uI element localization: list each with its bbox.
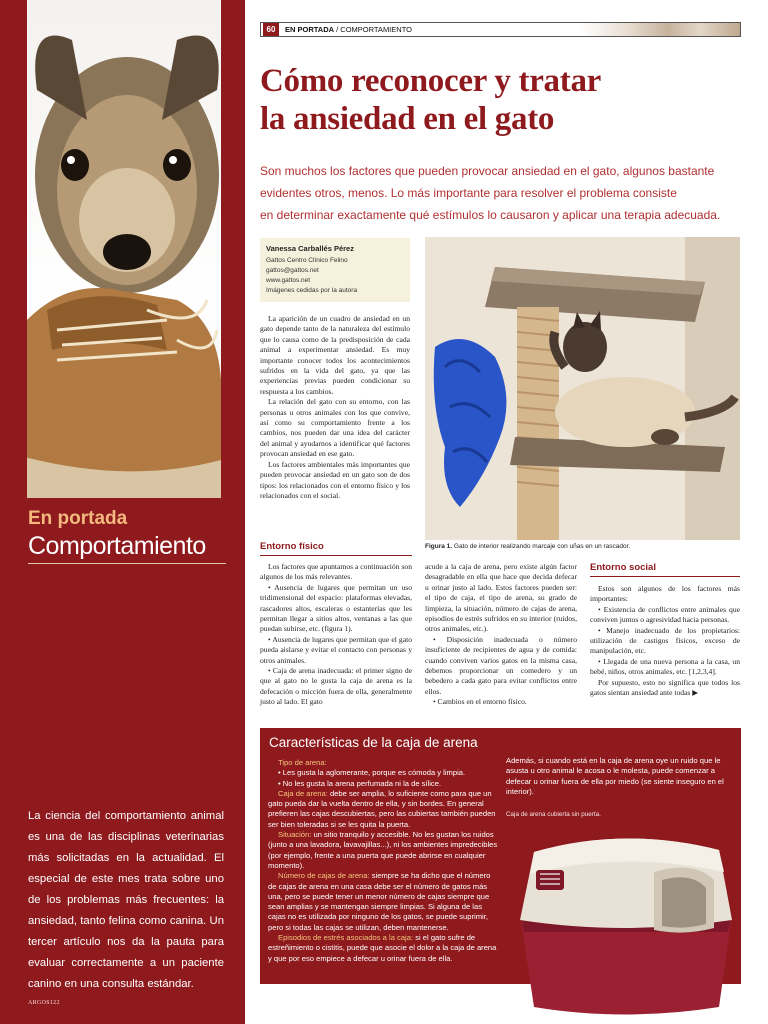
subhead-rule (590, 576, 740, 577)
body-paragraph: acude a la caja de arena, pero existe algún factor desagradable en ella que hace que decida defecar u orinar justo al lado. Estos factores pueden ser: el tipo de caja, el tipo de arena, su grado de limpieza, la situación, número de cajas de arena, episodios de estrés sufridos en su interior (ruidos, otros animales, etc.). (425, 562, 577, 634)
author-org: Gattos Centro Clínico Felino (266, 257, 348, 264)
tipo-item: • Les gusta la aglomerante, porque es cómoda y limpia. (278, 768, 466, 778)
header-decoration (580, 23, 740, 36)
numero-label: Número de cajas de arena: (278, 871, 370, 881)
author-box (260, 238, 410, 302)
section-divider (28, 563, 226, 564)
header-section: COMPORTAMIENTO (340, 25, 412, 34)
situacion-label: Situación: (278, 830, 312, 840)
header-separator: / (334, 25, 341, 34)
numero-text: siempre se ha dicho que el número de cajas de arena en una casa debe ser el número de gatos más una, pero se puede tener un menor número de cajas siempre que sean amplias y se mantengan siempre limpias. Si alguna de las cajas no es utilizada por ninguno de los gatos, se puede suprimir, pero si todas las cajas se utilizan, deben mantenerse. (268, 871, 491, 932)
entorno-fisico-column-1 (260, 562, 412, 708)
continuation-text: Por supuesto, esto no significa que todos los gatos sientan ansiedad ante todas (590, 677, 740, 698)
header-breadcrumb (285, 25, 412, 34)
tipo-item: • No les gusta la arena perfumada ni la de sílice. (278, 778, 442, 788)
body-paragraph: • Llegada de una nueva persona a la casa, un bebé, niños, otros animales, etc. [1,2,3,4]. (590, 656, 740, 677)
body-paragraph: • Existencia de conflictos entre animales que conviven juntos o agresividad hacia personas. (590, 604, 740, 625)
body-paragraph: • Cambios en el entorno físico. (433, 697, 527, 707)
continue-arrow-icon: ▶ (692, 688, 699, 698)
body-paragraph: • Ausencia de lugares que permitan un uso tridimensional del espacio: plataformas elevadas, rascadores altos, escaleras o estanterías que les permitan llegar a sitios altos, ventanas a las que puedan subirse, etc. (figura 1). (260, 582, 412, 634)
author-web: www.gattos.net (266, 277, 311, 284)
panel-right-text: Además, si cuando está en la caja de arena oye un ruido que le asusta u otro animal le acosa o le molesta, puede comenzar a defecar u orinar fuera de ella por miedo (se siente inseguro en el interior). (506, 756, 724, 796)
title-line-1: Cómo reconocer y tratar (260, 63, 601, 99)
body-paragraph: • Ausencia de lugares que permitan que el gato pueda aislarse y evitar el contacto con personas y otros animales. (260, 634, 412, 665)
cat-photo (425, 237, 740, 540)
body-paragraph: • Disposición inadecuada o número insuficiente de recipientes de agua y de comida: cuando conviven varios gatos en la misma casa, debemos proporcionar un comedero y un bebedero a cada gato para evitar conflictos entre ellos. (425, 634, 577, 696)
intro-paragraph: La relación del gato con su entorno, con las personas u otros animales con los que convive, así como su comportamiento frente a los cambios, nos pueden dar una idea del carácter del animal y ayudarnos a identificar qué factores provocan ansiedad en ese gato. (260, 397, 410, 459)
episodios-label: Episodios de estrés asociados a la caja: (278, 933, 414, 943)
running-header (260, 22, 741, 37)
caja-text: debe ser amplia, lo suficiente como para que un gato pueda dar la vuelta dentro de ella, y sin bordes. En general prefieren las cajas descubiertas, pero las cubiertas también pueden ser bien toleradas si se les quita la puerta. (268, 788, 496, 829)
lead-line-1: Son muchos los factores que pueden provocar ansiedad en el gato, algunos bastante (260, 164, 715, 178)
intro-column (260, 314, 410, 501)
body-paragraph: • Caja de arena inadecuada: el primer signo de que al gato no le gusta la caja de arena es la defecación o micción fuera de ella, generalmente justo al lado. El gato (260, 666, 412, 707)
section-name: Comportamiento (28, 532, 206, 560)
header-section-bold: EN PORTADA (285, 25, 335, 34)
body-paragraph (590, 678, 740, 699)
body-paragraph: • Manejo inadecuado de los propietarios: utilización de castigos físicos, exceso de manipulación, etc. (590, 625, 740, 656)
entorno-fisico-column-2 (425, 562, 577, 708)
subhead-entorno-fisico: Entorno físico (260, 541, 324, 552)
section-label: En portada (28, 508, 128, 529)
dog-photo (27, 0, 221, 498)
author-credit: Imágenes cedidas por la autora (266, 287, 358, 294)
tipo-label: Tipo de arena: (278, 758, 327, 767)
entorno-social-column (590, 584, 740, 698)
intro-paragraph: La aparición de un cuadro de ansiedad en un gato depende tanto de la naturaleza del estímulo que lo causa como de la predisposición de cada animal a experimentar ansiedad. Es muy importante conocer todos los acontecimientos sufridos en la vida del gato, ya que las experiencias previas pueden condicionar su respuesta a los cambios. (260, 314, 410, 396)
panel-title: Características de la caja de arena (269, 735, 478, 750)
body-paragraph: Los factores que apuntamos a continuación son algunos de los más relevantes. (260, 562, 412, 582)
figure-caption-text: Gato de interior realizando marcaje con uñas en un rascador. (452, 543, 631, 550)
episodios-text: si el gato sufre de estreñimiento o cistitis, puede que asocie el dolor a la caja de arena y que por eso empiece a defecar u orinar fuera de ella. (268, 933, 497, 963)
body-paragraph: Estos son algunos de los factores más importantes: (590, 584, 740, 604)
panel-left-text (268, 758, 498, 964)
intro-paragraph: Los factores ambientales más importantes que pueden provocar ansiedad en un gato son de dos tipos: los relacionados con el entorno físico y los relacionados con el social. (260, 459, 410, 500)
article-lead (260, 160, 740, 226)
situacion-text: un sitio tranquilo y accesible. No les gustan los ruidos (junto a una lavadora, lavavajillas...), ni los ambientes impredecibles (por ejemplo, frente a una puerta que puede abrirse en cualquier momento). (268, 830, 498, 870)
section-blurb: La ciencia del comportamiento animal es una de las disciplinas veterinarias más solicitadas en la actualidad. El especial de este mes trata sobre uno de los problemas más frecuentes: la ansiedad, tanto felina como canina. Un tercer artículo nos da la pauta para evaluar correctamente a un paciente canino en una consulta estándar. (28, 810, 224, 990)
page-folio: ARGOS122 (28, 1000, 60, 1006)
caja-label: Caja de arena: (278, 788, 328, 798)
left-sidebar (0, 0, 245, 1024)
litter-box-photo (514, 832, 738, 1018)
lead-line-3: en determinar exactamente qué estímulos lo causaron y aplicar una terapia adecuada. (260, 208, 721, 222)
lead-line-2: evidentes otros, menos. Lo más importante para resolver el problema consiste (260, 186, 677, 200)
subhead-rule (260, 555, 412, 556)
author-name: Vanessa Carballés Pérez (266, 244, 354, 253)
page-number: 60 (263, 23, 279, 36)
subhead-entorno-social: Entorno social (590, 562, 656, 573)
figure-label: Figura 1. (425, 543, 453, 550)
figure-caption (425, 543, 740, 550)
article-title (260, 62, 730, 138)
author-email: gattos@gattos.net (266, 267, 319, 274)
title-line-2: la ansiedad en el gato (260, 101, 555, 137)
litter-photo-caption: Caja de arena cubierta sin puerta. (506, 811, 601, 818)
